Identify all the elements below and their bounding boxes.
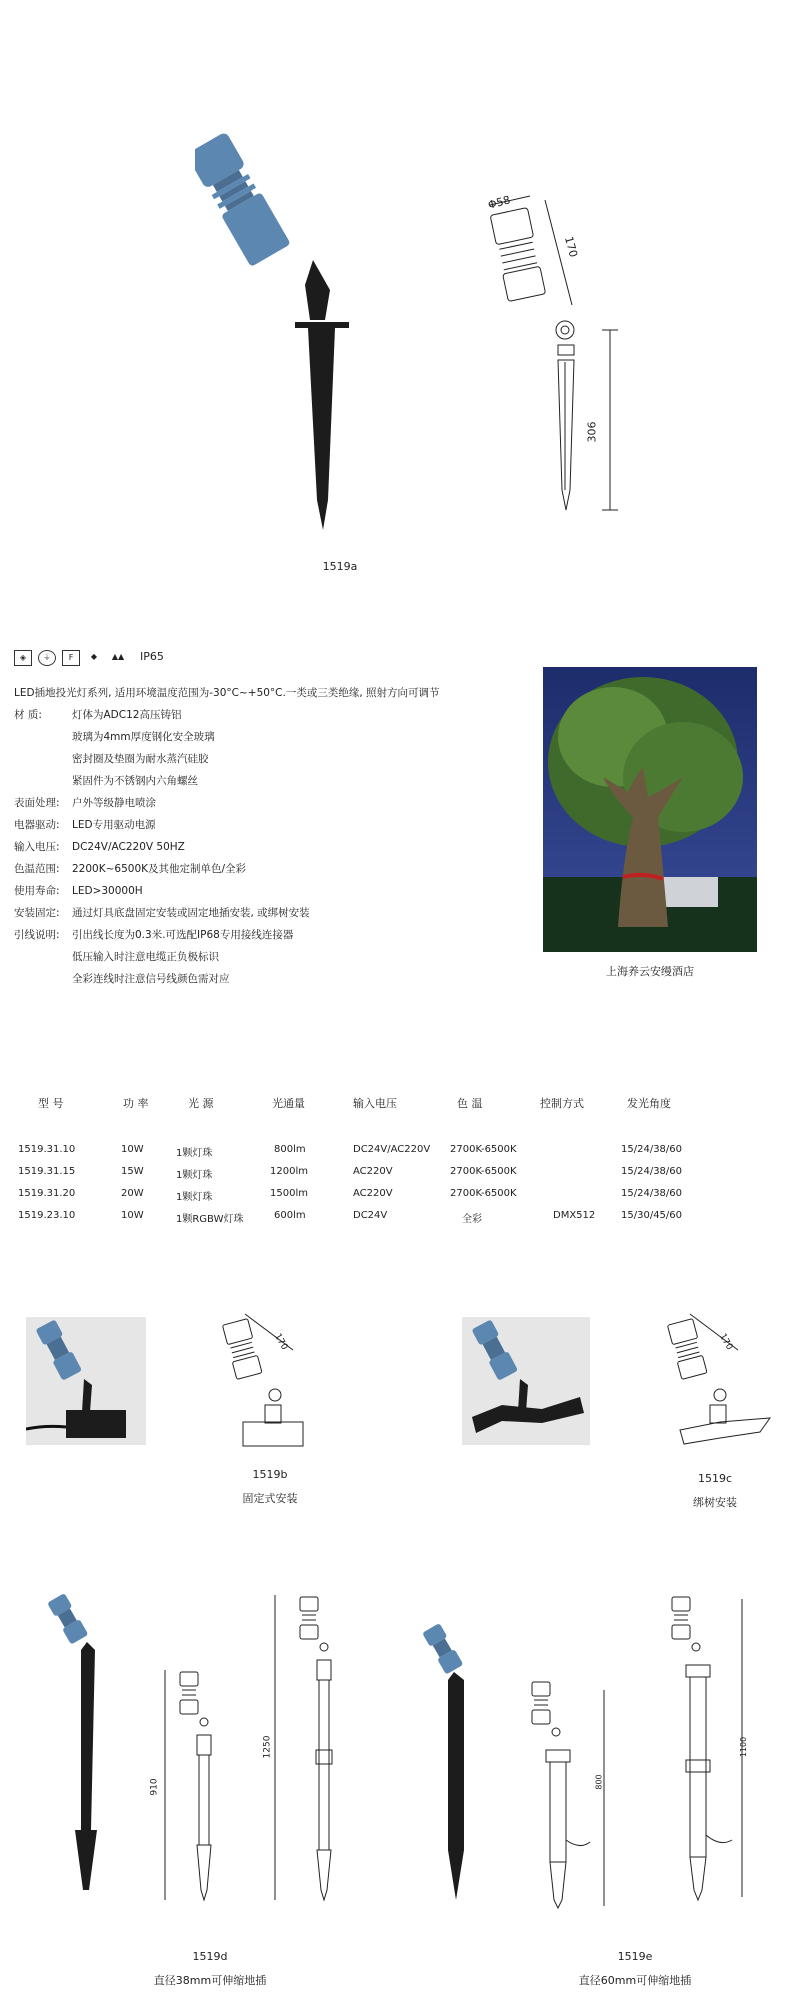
cell-model: 1519.31.20: [18, 1188, 76, 1199]
dim-head-length: 170: [561, 235, 580, 259]
cell-power: 15W: [121, 1166, 144, 1177]
ip-rating: IP65: [140, 650, 164, 663]
f-mark-icon: F: [62, 650, 80, 666]
cell-power: 10W: [121, 1210, 144, 1221]
spec-wiring-3: 全彩连线时注意信号线颜色需对应: [72, 973, 230, 985]
dim-1519e-short: 800: [594, 1774, 604, 1790]
spec-installation: [14, 905, 310, 920]
table-header-lumens: 光通量: [272, 1097, 305, 1110]
spec-material: [14, 707, 181, 722]
spec-material-4: 紧固件为不锈钢内六角螺丝: [72, 775, 198, 787]
cell-beam: 15/24/38/60: [621, 1166, 683, 1177]
cell-color-temp: 2700K-6500K: [450, 1188, 517, 1199]
table-header-model: 型 号: [38, 1097, 64, 1110]
cell-model: 1519.23.10: [18, 1210, 76, 1221]
cell-source: 1颗RGBW灯珠: [176, 1214, 244, 1225]
spec-value: 户外等级静电喷涂: [72, 797, 156, 809]
cell-model: 1519.31.10: [18, 1144, 76, 1155]
dim-diameter: Φ58: [486, 193, 512, 212]
spec-material-3: 密封圈及垫圈为耐水蒸汽硅胶: [72, 753, 209, 765]
drawing-1519b: [215, 1310, 325, 1460]
application-photo: [543, 667, 757, 952]
cell-source: 1颗灯珠: [176, 1148, 213, 1159]
spec-value: 通过灯具底盘固定安装或固定地插安装, 或绑树安装: [72, 907, 310, 919]
diamond-icon: ◆: [90, 652, 98, 661]
spec-label: 使用寿命:: [14, 885, 60, 897]
spec-value: 灯体为ADC12高压铸铝: [72, 709, 182, 721]
table-header-power: 功 率: [123, 1097, 149, 1110]
cell-control: DMX512: [553, 1210, 596, 1221]
cell-lumens: 1500lm: [270, 1188, 308, 1199]
spec-voltage: [14, 839, 185, 854]
code-1519e: 1519e: [617, 1950, 653, 1963]
drawing-1519e-short: [520, 1670, 610, 1910]
spec-intro: LED插地投光灯系列, 适用环境温度范围为-30°C~+50°C.一类或三类绝缘, 照射方向可调节: [14, 687, 440, 699]
product-photo-1519a: [195, 120, 375, 540]
spec-label: 色温范围:: [14, 863, 60, 875]
product-label-1519a: 1519a: [322, 560, 358, 573]
dim-1519d-long: 1250: [262, 1735, 273, 1759]
cell-voltage: AC220V: [353, 1188, 393, 1199]
spec-value: 2200K~6500K及其他定制单色/全彩: [72, 863, 247, 875]
table-header-color-temp: 色 温: [457, 1097, 483, 1110]
photo-1519b: [26, 1317, 146, 1445]
cell-source: 1颗灯珠: [176, 1192, 213, 1203]
spec-driver: [14, 817, 156, 832]
code-1519d: 1519d: [192, 1950, 228, 1963]
cell-voltage: AC220V: [353, 1166, 393, 1177]
code-1519c: 1519c: [697, 1472, 733, 1485]
cell-color-temp: 2700K-6500K: [450, 1144, 517, 1155]
caption-1519b: 固定式安装: [242, 1492, 298, 1505]
table-header-voltage: 输入电压: [353, 1097, 397, 1110]
dim-1519c: 170: [716, 1332, 735, 1352]
dim-1519d-short: 910: [149, 1778, 160, 1796]
cell-voltage: DC24V: [353, 1210, 388, 1221]
class-ii-icon: ◈: [14, 650, 32, 666]
cell-beam: 15/24/38/60: [621, 1188, 683, 1199]
spec-label: 材 质:: [14, 709, 42, 721]
cell-power: 20W: [121, 1188, 144, 1199]
table-header-source: 光 源: [188, 1097, 214, 1110]
table-header-control: 控制方式: [540, 1097, 584, 1110]
spec-label: 表面处理:: [14, 797, 60, 809]
ground-icon: ⏚: [38, 650, 56, 666]
drawing-1519c: [660, 1310, 780, 1460]
cell-beam: 15/24/38/60: [621, 1144, 683, 1155]
caption-1519d: 直径38mm可伸缩地插: [153, 1974, 267, 1987]
caption-1519e: 直径60mm可伸缩地插: [578, 1974, 692, 1987]
spec-value: 引出线长度为0.3米.可选配IP68专用接线连接器: [72, 929, 294, 941]
dim-1519b: 170: [271, 1332, 290, 1352]
spec-label: 安装固定:: [14, 907, 60, 919]
spec-label: 电器驱动:: [14, 819, 60, 831]
photo-1519d: [45, 1590, 115, 1900]
cell-model: 1519.31.15: [18, 1166, 76, 1177]
cell-lumens: 600lm: [274, 1210, 306, 1221]
spec-surface: [14, 795, 156, 810]
cell-color-temp: 全彩: [462, 1214, 482, 1225]
spec-label: 输入电压:: [14, 841, 60, 853]
cell-color-temp: 2700K-6500K: [450, 1166, 517, 1177]
drawing-1519d-short: [160, 1660, 230, 1910]
spec-label: 引线说明:: [14, 929, 60, 941]
cell-voltage: DC24V/AC220V: [353, 1144, 431, 1155]
spec-material-2: 玻璃为4mm厚度钢化安全玻璃: [72, 731, 215, 743]
spec-color-temp: [14, 861, 246, 876]
warning-triangle-icon: ▲▲: [111, 652, 125, 661]
cell-lumens: 800lm: [274, 1144, 306, 1155]
photo-caption: 上海养云安缦酒店: [606, 965, 694, 978]
spec-lifetime: [14, 883, 143, 898]
spec-wiring: [14, 927, 293, 942]
photo-1519e: [420, 1620, 480, 1910]
spec-value: DC24V/AC220V 50HZ: [72, 841, 185, 853]
caption-1519c: 绑树安装: [693, 1496, 737, 1509]
cell-lumens: 1200lm: [270, 1166, 308, 1177]
dim-stake-length: 306: [585, 421, 599, 443]
cell-source: 1颗灯珠: [176, 1170, 213, 1181]
dim-1519e-long: 1100: [739, 1736, 749, 1758]
photo-1519c: [462, 1317, 590, 1445]
spec-wiring-2: 低压输入时注意电缆正负极标识: [72, 951, 219, 963]
drawing-1519d-long: [270, 1585, 350, 1905]
spec-value: LED专用驱动电源: [72, 819, 156, 831]
spec-value: LED>30000H: [72, 885, 143, 897]
cell-beam: 15/30/45/60: [621, 1210, 683, 1221]
table-header-beam-angle: 发光角度: [627, 1097, 671, 1110]
dimension-drawing: [470, 190, 630, 540]
code-1519b: 1519b: [252, 1468, 288, 1481]
cell-power: 10W: [121, 1144, 144, 1155]
